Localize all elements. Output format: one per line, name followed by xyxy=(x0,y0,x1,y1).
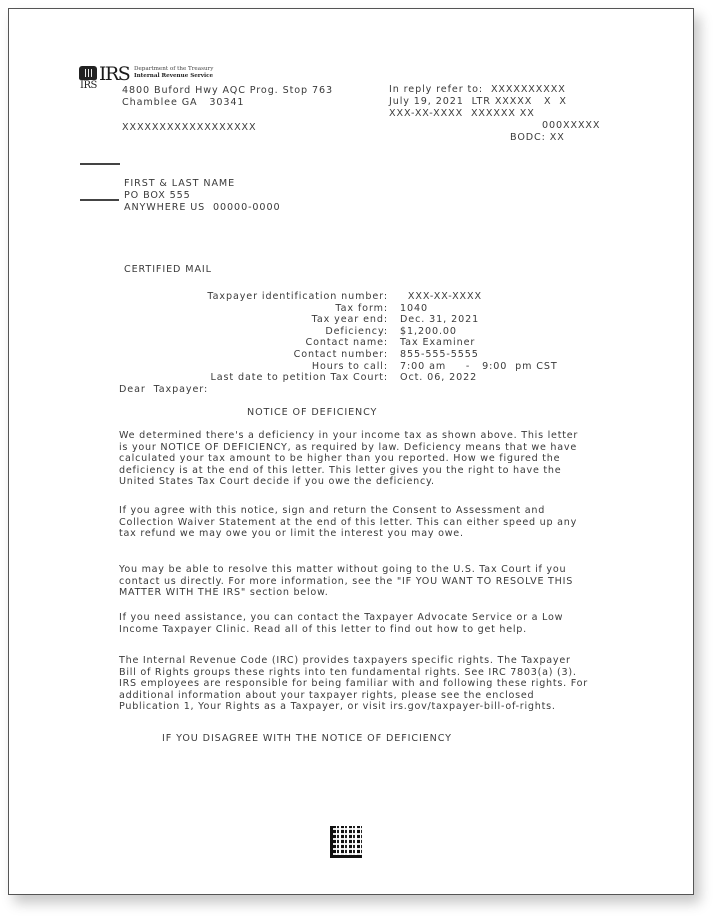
info-label: Deficiency: xyxy=(325,325,388,337)
bodc-code: BODC: XX xyxy=(510,132,565,143)
irs-logo-text: IRS xyxy=(99,63,130,85)
reference-ssn: XXX-XX-XXXX XXXXXX XX xyxy=(389,108,535,119)
info-label: Last date to petition Tax Court: xyxy=(210,372,388,384)
info-label: Tax year end: xyxy=(311,314,388,326)
recipient-address1: PO BOX 555 xyxy=(124,190,191,201)
info-value: 1040 xyxy=(400,302,429,314)
letter-date-and-number: July 19, 2021 LTR XXXXX X X xyxy=(389,96,567,107)
info-row-tax-form xyxy=(150,303,558,315)
info-row-deficiency xyxy=(150,326,558,338)
fold-mark-bottom xyxy=(80,199,119,201)
reference-code: 000XXXXX xyxy=(542,120,601,131)
service-name: Internal Revenue Service xyxy=(134,73,214,79)
delivery-method: CERTIFIED MAIL xyxy=(124,264,212,275)
paragraph-deficiency: We determined there's a deficiency in your income tax as shown above. This letter is your NOTICE OF DEFICIENCY, as required by law. Deficiency means that we have calculated your tax amount to be higher than you reported. How we figured the deficiency is at the end of this letter. This letter gives you the right to have the United States Tax Court decide if you owe the deficiency. xyxy=(119,430,579,488)
info-value: Oct. 06, 2022 xyxy=(400,372,478,384)
info-value: Tax Examiner xyxy=(400,337,476,349)
info-label: Tax form: xyxy=(335,302,388,314)
info-label: Hours to call: xyxy=(311,360,388,372)
datamatrix-barcode xyxy=(330,826,362,858)
info-row-contact-name xyxy=(150,337,558,349)
paragraph-assistance: If you need assistance, you can contact the Taxpayer Advocate Service or a Low Income Taxpayer Clinic. Read all of this letter to find out how to get help. xyxy=(119,612,564,635)
irs-logo-small-text: IRS xyxy=(80,80,97,91)
notice-title: NOTICE OF DEFICIENCY xyxy=(247,407,378,418)
info-value: 855-555-5555 xyxy=(400,348,479,360)
info-row-tax-year-end xyxy=(150,314,558,326)
paragraph-resolve: You may be able to resolve this matter without going to the U.S. Tax Court if you contact us directly. For more information, see the "IF YOU WANT TO RESOLVE THIS MATTER WITH THE IRS" section below. xyxy=(119,564,574,599)
sender-address-line2: Chamblee GA 30341 xyxy=(122,97,245,108)
sender-address-line1: 4800 Buford Hwy AQC Prog. Stop 763 xyxy=(122,85,333,96)
info-row-petition-date xyxy=(150,372,558,384)
info-value: $1,200.00 xyxy=(400,325,457,337)
recipient-address2: ANYWHERE US 00000-0000 xyxy=(124,202,281,213)
department-name: Department of the Treasury xyxy=(134,66,214,72)
paragraph-taxpayer-rights: The Internal Revenue Code (IRC) provides taxpayers specific rights. The Taxpayer Bill of Rights groups these rights into ten fundamental rights. See IRC 7803(a) (3). IRS employees are responsible for being familiar with and following these rights. For additional information about your taxpayer rights, please see the enclosed Publication 1, Your Rights as a Taxpayer, or visit irs.gov/taxpayer-bill-of-rights. xyxy=(119,655,588,713)
reply-reference: In reply refer to: XXXXXXXXXX xyxy=(389,84,566,95)
info-value: Dec. 31, 2021 xyxy=(400,314,480,326)
info-label: Contact number: xyxy=(293,348,388,360)
info-label: Taxpayer identification number: xyxy=(207,291,388,302)
info-row-tin xyxy=(150,291,558,303)
paragraph-agree: If you agree with this notice, sign and return the Consent to Assessment and Collection Waiver Statement at the end of this letter. This can either speed up any tax refund we may owe you or limit the interest you may owe. xyxy=(119,505,578,540)
recipient-name: FIRST & LAST NAME xyxy=(124,178,236,189)
salutation: Dear Taxpayer: xyxy=(119,384,209,395)
fold-mark-top xyxy=(80,163,120,165)
info-value: 7:00 am - 9:00 pm CST xyxy=(400,360,558,372)
section-heading-disagree: IF YOU DISAGREE WITH THE NOTICE OF DEFICIENCY xyxy=(162,733,452,744)
info-value: XXX-XX-XXXX xyxy=(400,291,482,302)
info-row-hours xyxy=(150,361,558,373)
info-row-contact-number xyxy=(150,349,558,361)
irs-eagle-icon xyxy=(79,66,97,80)
info-label: Contact name: xyxy=(305,337,388,349)
sender-code: XXXXXXXXXXXXXXXXXX xyxy=(122,122,257,133)
taxpayer-info-table xyxy=(150,291,558,384)
